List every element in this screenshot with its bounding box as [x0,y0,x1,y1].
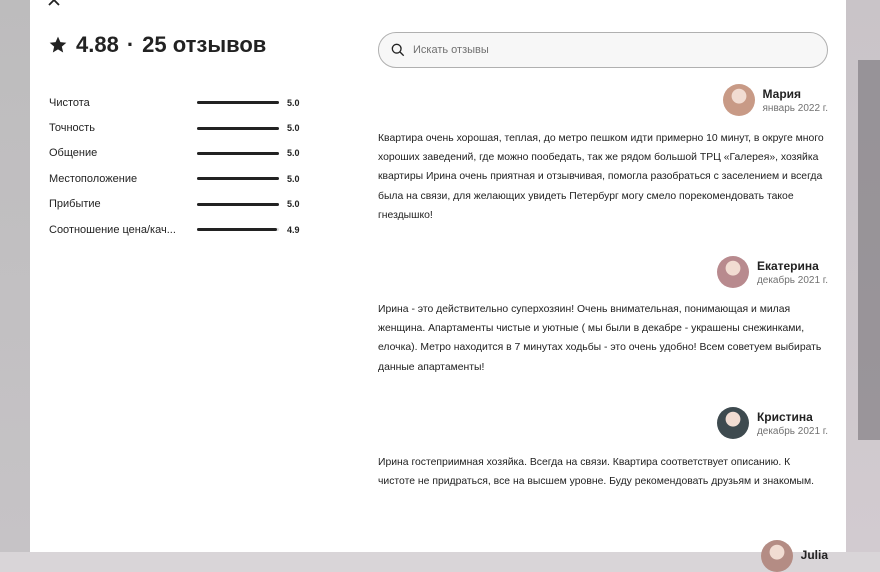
category-score: 5.0 [287,173,300,184]
category-score: 5.0 [287,148,300,159]
rating-value: 4.88 [76,32,119,57]
reviewer-meta [763,87,828,114]
category-label: Местоположение [49,172,138,185]
category-label: Прибытие [49,198,101,211]
reviewer-name[interactable]: Мария [762,86,802,101]
rating-separator: · [126,32,135,57]
category-bar [197,101,279,104]
category-score: 4.9 [287,224,300,235]
category-label: Соотношение цена/кач... [49,223,176,236]
avatar[interactable] [761,540,793,572]
review-text: Квартира очень хорошая, теплая, до метро пешком идти примерно 10 минут, в округе много хороших заведений, где можно пообедать, так же рядом большой ТРЦ «Галерея», хозяйка квартиры Ирина очень приятная и отзывчивая, помогла разобраться с заселением и всегда была на связи, для желающих увидеть Петербург могу смело порекомендовать такое гнездышко! [378,133,824,221]
category-row [49,217,309,242]
category-label: Чистота [49,96,90,109]
review-header [723,84,828,116]
category-bar [197,177,279,180]
backdrop-shade [858,60,880,440]
category-row [49,90,309,115]
review-header [717,407,828,439]
review-date: январь 2022 г. [762,102,828,114]
category-label: Общение [49,147,98,160]
review-header [717,256,828,288]
category-score: 5.0 [287,123,300,134]
review-date: декабрь 2021 г. [756,425,828,437]
backdrop-left [0,0,30,552]
avatar[interactable] [717,407,749,439]
reviewer-meta [757,259,828,286]
review-date: декабрь 2021 г. [756,274,828,286]
category-bar-fill [197,101,279,104]
reviewer-name[interactable]: Кристина [756,409,813,424]
category-row [49,141,309,166]
backdrop-right [846,0,880,552]
category-bar-fill [197,203,279,206]
category-row [49,192,309,217]
review-text: Ирина - это действительно суперхозяин! Очень внимательная, понимающая и милая женщина. Апартаменты чистые и уютные ( мы были в декабре - украшены снежинками, елочка). Метро находится в 7 минутах ходьбы - это очень удобно! Всем советуем выбирать данные апартаменты! [378,304,822,373]
category-row [49,166,309,191]
close-icon[interactable] [48,0,64,10]
review-text: Ирина гостеприимная хозяйка. Всегда на связи. Квартира соответствует описанию. К чистоте не придраться, все на высшем уровне. Буду рекомендовать друзьям и знакомым. [378,457,815,488]
category-ratings [49,90,309,242]
category-row [49,115,309,140]
search-reviews[interactable] [378,32,828,68]
rating-summary [48,32,266,58]
category-bar [197,228,279,231]
category-bar-fill [197,228,277,231]
avatar[interactable] [717,256,749,288]
reviewer-meta [757,410,828,437]
category-bar-fill [197,127,279,130]
category-score: 5.0 [287,199,300,210]
category-bar-fill [197,177,279,180]
reviewer-meta [801,548,828,564]
reviews-modal [30,0,846,562]
reviewer-name[interactable]: Екатерина [756,258,819,273]
category-bar-fill [197,152,279,155]
category-bar [197,127,279,130]
search-input[interactable] [413,44,793,56]
category-bar [197,152,279,155]
category-bar [197,203,279,206]
reviewer-name[interactable]: Julia [800,548,828,562]
category-score: 5.0 [287,97,300,108]
close-icon-glyph [48,0,60,6]
reviews-count: 25 отзывов [142,32,267,57]
search-icon [391,43,405,57]
star-icon [48,35,68,55]
category-label: Точность [49,122,95,135]
review-header [761,540,828,572]
avatar[interactable] [723,84,755,116]
